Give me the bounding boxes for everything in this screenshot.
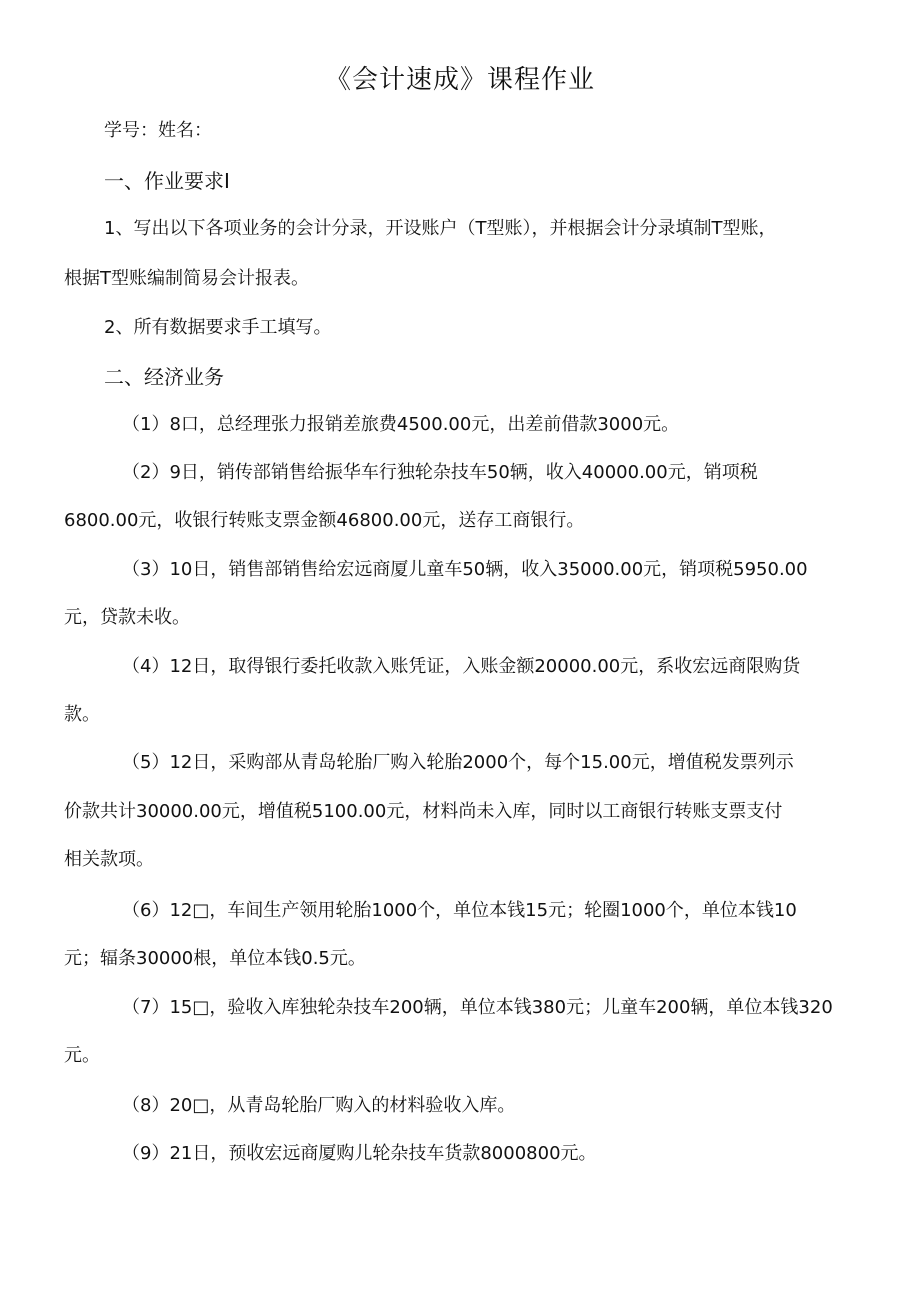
requirement-2: 2、所有数据要求手工填写。 [104,317,332,338]
item-1-line-1: （1）8口，总经理张力报销差旅费4500.00元，出差前借款3000元。 [122,414,680,435]
item-8-line-1: （8）20□，从青岛轮胎厂购入的材料验收入库。 [122,1095,516,1116]
student-info-line: 学号：姓名： [104,120,212,141]
item-4-line-1: （4）12日，取得银行委托收款入账凭证，入账金额20000.00元，系收宏远商限购货 [122,656,801,677]
item-5-line-1: （5）12日，采购部从青岛轮胎厂购入轮胎2000个，每个15.00元，增值税发票列示 [122,752,794,773]
item-5-line-2: 价款共计30000.00元，增值税5100.00元，材料尚未入库，同时以工商银行转账支票支付 [64,801,783,822]
item-2-line-1: （2）9日，销传部销售给振华车行独轮杂技车50辆，收入40000.00元，销项税 [122,462,758,483]
item-4-line-2: 款。 [64,704,100,725]
section-heading-requirements: 一、作业要求I [104,169,230,193]
requirement-1-line-2: 根据T型账编制简易会计报表。 [64,268,309,289]
item-7-line-2: 元。 [64,1045,100,1066]
item-2-line-2: 6800.00元，收银行转账支票金额46800.00元，送存工商银行。 [64,510,585,531]
section-heading-business: 二、经济业务 [104,365,224,389]
item-3-line-2: 元，贷款未收。 [64,607,190,628]
item-9-line-1: （9）21日，预收宏远商厦购儿轮杂技车货款8000800元。 [122,1143,597,1164]
item-7-line-1: （7）15□，验收入库独轮杂技车200辆，单位本钱380元；儿童车200辆，单位本钱320 [122,997,833,1018]
item-5-line-3: 相关款项。 [64,849,154,870]
item-3-line-1: （3）10日，销售部销售给宏远商厦儿童车50辆，收入35000.00元，销项税5950.00 [122,559,808,580]
requirement-1-line-1: 1、写出以下各项业务的会计分录，开设账户（T型账），并根据会计分录填制T型账， [104,218,777,239]
item-6-line-2: 元；辐条30000根，单位本钱0.5元。 [64,948,366,969]
item-6-line-1: （6）12□，车间生产领用轮胎1000个，单位本钱15元；轮圈1000个，单位本钱10 [122,900,797,921]
document-title: 《会计速成》课程作业 [324,65,595,95]
